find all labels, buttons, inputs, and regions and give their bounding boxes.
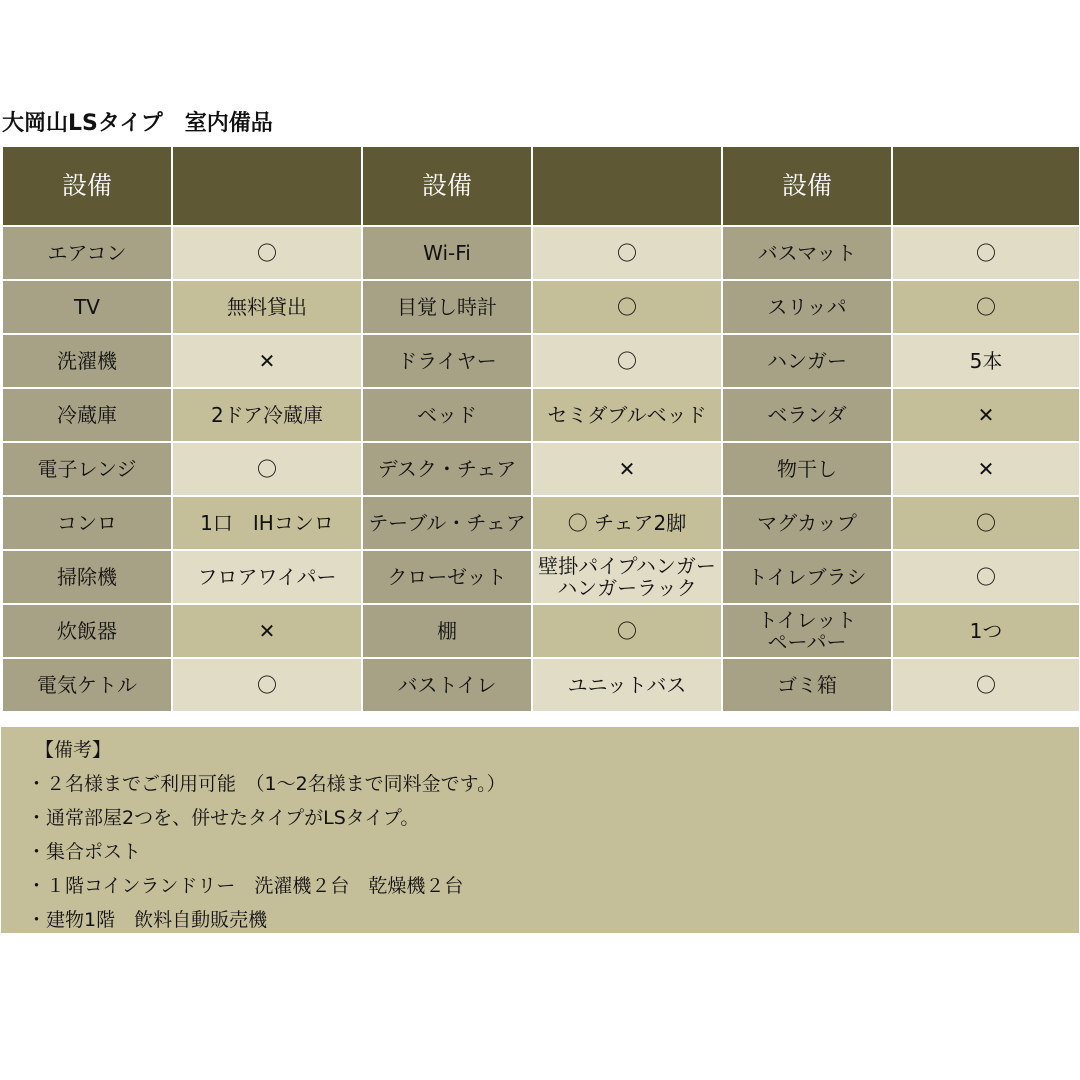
equipment-status-cell: 〇: [892, 496, 1080, 550]
table-row: [2, 280, 1080, 334]
equipment-name-cell: ドライヤー: [362, 334, 532, 388]
equipment-name-cell: TV: [2, 280, 172, 334]
equipment-name-cell: ハンガー: [722, 334, 892, 388]
equipment-status-cell: 5本: [892, 334, 1080, 388]
equipment-status-cell: ユニットバス: [532, 658, 722, 712]
equipment-status-cell: 〇: [892, 658, 1080, 712]
note-line: ・集合ポスト: [27, 841, 142, 863]
equipment-name-cell: ベランダ: [722, 388, 892, 442]
table-row: [2, 442, 1080, 496]
equipment-name-cell: 電気ケトル: [2, 658, 172, 712]
equipment-status-cell: フロアワイパー: [172, 550, 362, 604]
equipment-name-cell: ベッド: [362, 388, 532, 442]
equipment-name-cell: コンロ: [2, 496, 172, 550]
header-cell: 設備: [2, 146, 172, 226]
equipment-status-cell: ✕: [892, 442, 1080, 496]
equipment-name-cell: バストイレ: [362, 658, 532, 712]
header-cell: 設備: [362, 146, 532, 226]
note-line: ・２名様までご利用可能 （1〜2名様まで同料金です。）: [27, 773, 506, 795]
equipment-status-cell: 〇: [892, 280, 1080, 334]
equipment-status-cell: 〇: [532, 334, 722, 388]
equipment-status-cell: 〇: [532, 604, 722, 658]
equipment-name-cell: 炊飯器: [2, 604, 172, 658]
equipment-name-cell: 電子レンジ: [2, 442, 172, 496]
note-line: ・通常部屋2つを、併せたタイプがLSタイプ。: [27, 807, 420, 829]
equipment-status-cell: 〇: [892, 550, 1080, 604]
notes-box: [1, 727, 1079, 933]
equipment-table: [1, 145, 1080, 713]
equipment-status-cell: 〇: [172, 658, 362, 712]
equipment-name-cell: 冷蔵庫: [2, 388, 172, 442]
equipment-status-cell: 〇: [892, 226, 1080, 280]
header-cell: [532, 146, 722, 226]
table-row: [2, 496, 1080, 550]
header-cell: 設備: [722, 146, 892, 226]
equipment-name-cell: 洗濯機: [2, 334, 172, 388]
equipment-name-cell: 棚: [362, 604, 532, 658]
equipment-name-cell: Wi-Fi: [362, 226, 532, 280]
equipment-status-cell: セミダブルベッド: [532, 388, 722, 442]
equipment-status-cell: 〇 チェア2脚: [532, 496, 722, 550]
equipment-status-cell: 1つ: [892, 604, 1080, 658]
header-cell: [892, 146, 1080, 226]
equipment-name-cell: ゴミ箱: [722, 658, 892, 712]
page-title: 大岡山LSタイプ 室内備品: [2, 111, 273, 136]
table-row: [2, 604, 1080, 658]
table-row: [2, 658, 1080, 712]
notes-title: 【備考】: [35, 739, 112, 761]
equipment-name-cell: スリッパ: [722, 280, 892, 334]
equipment-name-cell: 掃除機: [2, 550, 172, 604]
equipment-name-cell: トイレブラシ: [722, 550, 892, 604]
equipment-status-cell: ✕: [532, 442, 722, 496]
note-line: ・１階コインランドリー 洗濯機２台 乾燥機２台: [27, 875, 464, 897]
equipment-status-cell: ✕: [172, 334, 362, 388]
table-row: [2, 226, 1080, 280]
equipment-name-cell: クローゼット: [362, 550, 532, 604]
equipment-name-cell: トイレット ペーパー: [722, 604, 892, 658]
equipment-status-cell: 2ドア冷蔵庫: [172, 388, 362, 442]
equipment-name-cell: テーブル・チェア: [362, 496, 532, 550]
equipment-name-cell: エアコン: [2, 226, 172, 280]
table-row: [2, 388, 1080, 442]
equipment-status-cell: ✕: [892, 388, 1080, 442]
equipment-name-cell: 目覚し時計: [362, 280, 532, 334]
equipment-status-cell: ✕: [172, 604, 362, 658]
table-row: [2, 334, 1080, 388]
equipment-status-cell: 〇: [172, 442, 362, 496]
equipment-status-cell: 無料貸出: [172, 280, 362, 334]
equipment-name-cell: バスマット: [722, 226, 892, 280]
header-cell: [172, 146, 362, 226]
equipment-status-cell: 〇: [172, 226, 362, 280]
equipment-name-cell: デスク・チェア: [362, 442, 532, 496]
equipment-status-cell: 壁掛パイプハンガー ハンガーラック: [532, 550, 722, 604]
table-row: [2, 550, 1080, 604]
equipment-status-cell: 〇: [532, 226, 722, 280]
equipment-name-cell: 物干し: [722, 442, 892, 496]
equipment-name-cell: マグカップ: [722, 496, 892, 550]
note-line: ・建物1階 飲料自動販売機: [27, 909, 268, 931]
equipment-status-cell: 〇: [532, 280, 722, 334]
equipment-status-cell: 1口 IHコンロ: [172, 496, 362, 550]
header-row: [2, 146, 1080, 226]
